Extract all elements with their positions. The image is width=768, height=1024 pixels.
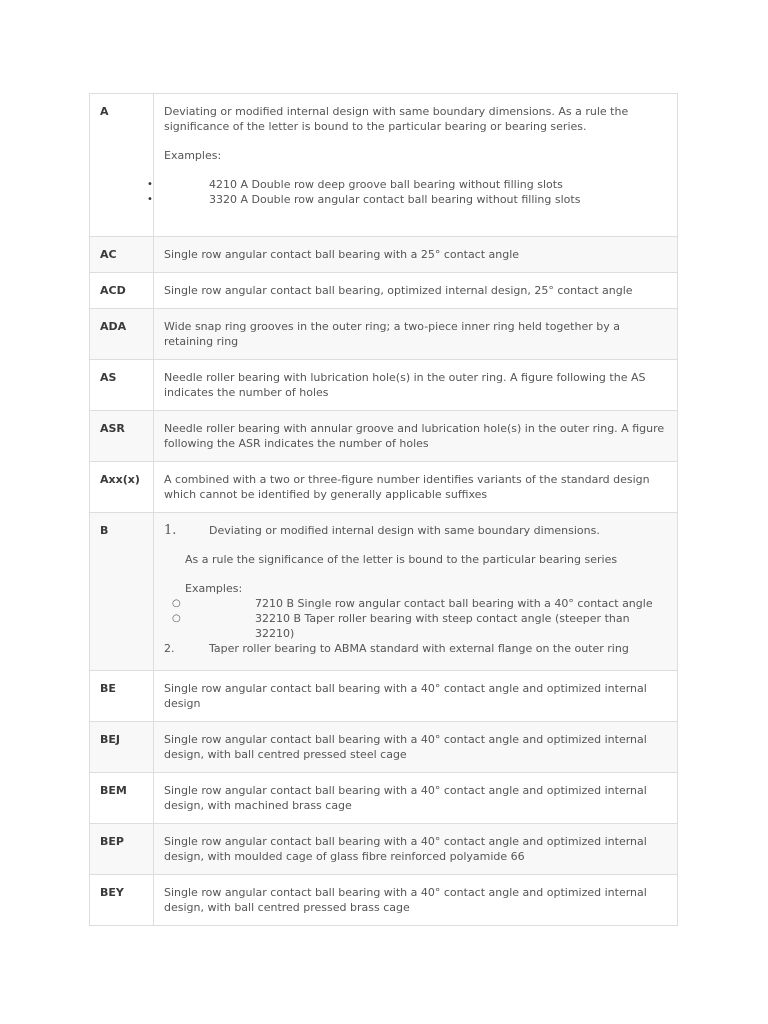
suffix-description: [147, 94, 678, 237]
bullet-icon: •: [147, 179, 153, 190]
suffix-code: BEP: [90, 824, 154, 875]
examples-list: [164, 596, 667, 641]
list-item: ○ 7210 B Single row angular contact ball bearing with a 40° contact angle: [172, 597, 653, 610]
suffix-code: AC: [90, 237, 154, 273]
table-row-asr: [90, 411, 678, 462]
item-note: As a rule the significance of the letter is bound to the particular bearing series: [185, 553, 618, 566]
table-row-ada: [90, 309, 678, 360]
list-item: • 4210 A Double row deep groove ball bearing without filling slots: [147, 178, 563, 191]
suffix-description: Needle roller bearing with lubrication hole(s) in the outer ring. A figure following the AS indicates the number of holes: [154, 360, 678, 411]
table-row-bem: [90, 773, 678, 824]
suffix-description: Single row angular contact ball bearing with a 25° contact angle: [154, 237, 678, 273]
circle-bullet-icon: ○: [172, 613, 181, 624]
suffix-code: B: [90, 513, 154, 671]
suffix-code: ASR: [90, 411, 154, 462]
item-number: 1.: [164, 523, 177, 538]
description-paragraph: Deviating or modified internal design with same boundary dimensions. As a rule the significance of the letter is bound to the particular bearing or bearing series.: [164, 105, 629, 133]
table-row-be: [90, 671, 678, 722]
examples-list: [147, 177, 667, 207]
item-text: Deviating or modified internal design with same boundary dimensions.: [209, 524, 600, 537]
suffix-description: A combined with a two or three-figure number identifies variants of the standard design which cannot be identified by generally applicable suffixes: [154, 462, 678, 513]
numbered-item: [164, 523, 667, 538]
suffix-description: Single row angular contact ball bearing with a 40° contact angle and optimized internal design, with ball centred pressed brass cage: [154, 875, 678, 926]
suffix-code: AS: [90, 360, 154, 411]
suffix-description: [154, 513, 678, 671]
suffix-description: Wide snap ring grooves in the outer ring; a two-piece inner ring held together by a retaining ring: [154, 309, 678, 360]
table-row-acd: [90, 273, 678, 309]
suffix-code: A: [90, 94, 154, 237]
examples-label: Examples:: [164, 149, 222, 162]
examples-label: Examples:: [185, 582, 243, 595]
suffix-code: BEM: [90, 773, 154, 824]
suffix-description: Single row angular contact ball bearing, optimized internal design, 25° contact angle: [154, 273, 678, 309]
suffix-description: Single row angular contact ball bearing with a 40° contact angle and optimized internal design, with ball centred pressed steel cage: [154, 722, 678, 773]
suffix-description: Single row angular contact ball bearing with a 40° contact angle and optimized internal design: [154, 671, 678, 722]
table-row-bey: [90, 875, 678, 926]
table-row-b: [90, 513, 678, 671]
table-row-bep: [90, 824, 678, 875]
suffix-code: ADA: [90, 309, 154, 360]
list-item: • 3320 A Double row angular contact ball bearing without filling slots: [147, 193, 581, 206]
suffix-description: Needle roller bearing with annular groove and lubrication hole(s) in the outer ring. A figure following the ASR indicates the number of holes: [154, 411, 678, 462]
suffix-description: Single row angular contact ball bearing with a 40° contact angle and optimized internal design, with moulded cage of glass fibre reinforced polyamide 66: [154, 824, 678, 875]
bearing-suffix-table: [89, 93, 678, 926]
numbered-item: [164, 641, 667, 656]
bullet-icon: •: [147, 194, 153, 205]
suffix-code: Axx(x): [90, 462, 154, 513]
suffix-code: ACD: [90, 273, 154, 309]
table-row-a: [90, 94, 678, 237]
suffix-code: BEY: [90, 875, 154, 926]
item-number: 2.: [164, 642, 175, 655]
table-row-axx: [90, 462, 678, 513]
suffix-code: BEJ: [90, 722, 154, 773]
suffix-description: Single row angular contact ball bearing with a 40° contact angle and optimized internal design, with machined brass cage: [154, 773, 678, 824]
list-item: ○ 32210 B Taper roller bearing with steep contact angle (steeper than 32210): [172, 612, 630, 640]
table-row-bej: [90, 722, 678, 773]
suffix-code: BE: [90, 671, 154, 722]
circle-bullet-icon: ○: [172, 598, 181, 609]
table-row-as: [90, 360, 678, 411]
table-row-ac: [90, 237, 678, 273]
item-text: Taper roller bearing to ABMA standard with external flange on the outer ring: [209, 642, 629, 655]
